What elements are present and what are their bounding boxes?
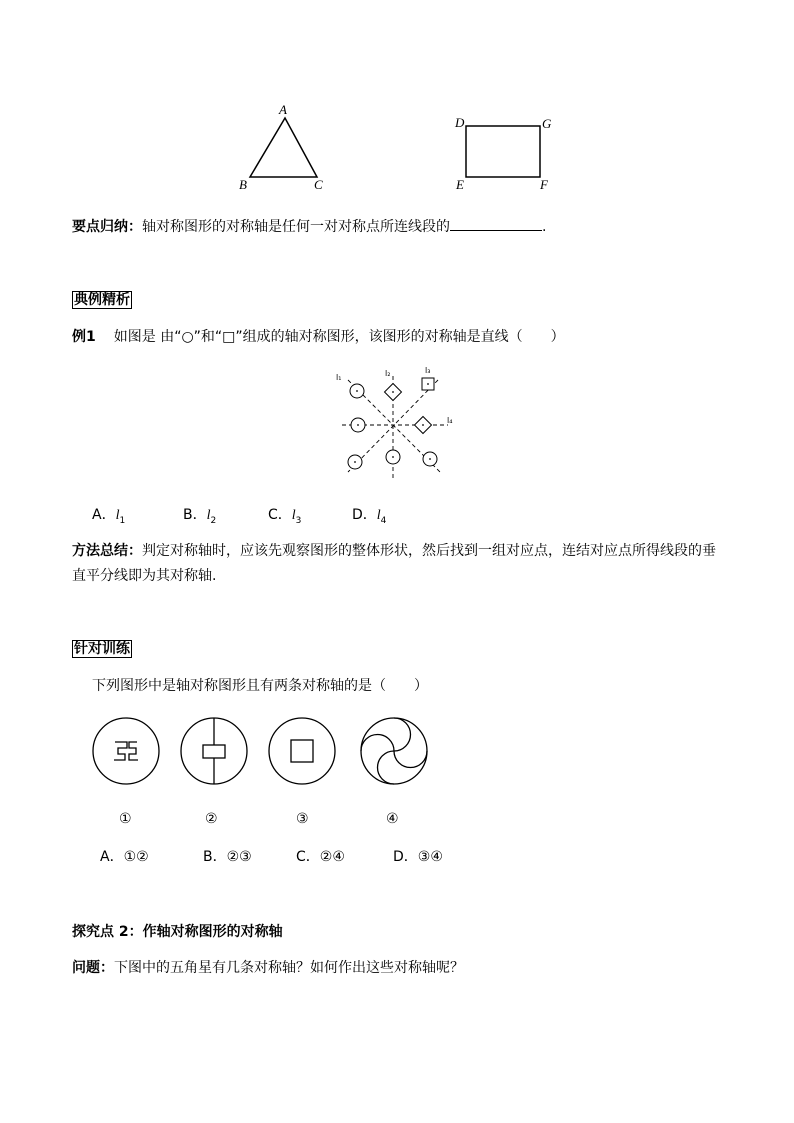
axis-label-l1: l₁ xyxy=(336,373,342,382)
problem xyxy=(72,958,464,978)
method-summary-line2: 直平分线即为其对称轴. xyxy=(72,568,217,584)
practice-option-b[interactable]: B．②③ xyxy=(203,849,252,865)
method-summary-line1: 方法总结：判定对称轴时，应该先观察图形的整体形状，然后找到一组对应点，连结对应点所得线段的垂 xyxy=(72,543,716,559)
label-A: A xyxy=(279,102,287,117)
axis-label-l2: l₂ xyxy=(385,369,391,378)
label-D: D xyxy=(455,115,465,130)
rectangle-figure xyxy=(450,110,560,200)
practice-figure-4 xyxy=(358,715,430,787)
practice-option-d[interactable]: D．③④ xyxy=(393,849,443,865)
practice-figure-3 xyxy=(266,715,338,787)
key-point-text: 轴对称图形的对称轴是任何一对对称点所连线段的 xyxy=(142,219,450,235)
practice-figure-2 xyxy=(178,715,250,787)
method-label: 方法总结： xyxy=(72,543,142,559)
key-point xyxy=(72,216,546,237)
practice-figure-number-2: ② xyxy=(205,811,218,827)
problem-text: 下图中的五角星有几条对称轴？如何作出这些对称轴呢？ xyxy=(114,960,464,976)
example1-option-c[interactable]: C．$l_3$ xyxy=(268,507,302,526)
key-point-end: . xyxy=(542,219,547,235)
label-G: G xyxy=(542,116,552,131)
label-B: B xyxy=(239,177,247,192)
example1-label: 例1 xyxy=(72,329,96,345)
example1-figure xyxy=(330,362,460,487)
key-point-label: 要点归纳： xyxy=(72,219,142,235)
problem-label: 问题： xyxy=(72,960,114,976)
practice-option-c[interactable]: C．②④ xyxy=(296,849,345,865)
explore2-title: 探究点 2：作轴对称图形的对称轴 xyxy=(72,924,283,940)
section-example-title: 典例精析 xyxy=(74,292,130,308)
practice-question: 下列图形中是轴对称图形且有两条对称轴的是（ ） xyxy=(92,678,428,694)
label-F: F xyxy=(540,177,548,192)
example1-question xyxy=(72,327,565,347)
triangle-figure xyxy=(230,100,340,200)
label-C: C xyxy=(314,177,323,192)
axis-label-l4: l₄ xyxy=(447,416,453,425)
section-practice-title: 针对训练 xyxy=(74,641,130,657)
practice-figure-number-3: ③ xyxy=(296,811,309,827)
practice-figure-number-4: ④ xyxy=(386,811,399,827)
practice-figure-1 xyxy=(90,715,162,787)
label-E: E xyxy=(456,177,464,192)
example1-option-b[interactable]: B．$l_2$ xyxy=(183,507,217,526)
practice-figure-number-1: ① xyxy=(119,811,132,827)
axis-label-l3: l₃ xyxy=(425,366,431,375)
example1-text: 如图是 由“○”和“□”组成的轴对称图形，该图形的对称轴是直线（ ） xyxy=(113,329,565,345)
practice-option-a[interactable]: A．①② xyxy=(100,849,149,865)
fill-blank[interactable] xyxy=(450,216,542,231)
example1-option-d[interactable]: D．$l_4$ xyxy=(352,507,387,526)
example1-option-a[interactable]: A．$l_1$ xyxy=(92,507,126,526)
